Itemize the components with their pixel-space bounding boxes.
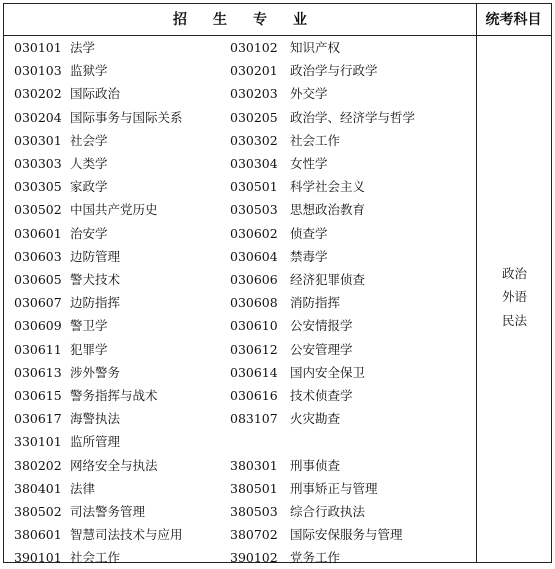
- major-code: 030102: [230, 40, 278, 55]
- major-name: 国际政治: [70, 86, 121, 102]
- major-name: 思想政治教育: [290, 202, 366, 218]
- major-code: 030603: [14, 248, 62, 264]
- major-code: 030305: [14, 179, 62, 195]
- table-row: [4, 175, 476, 198]
- exam-subject: 民法: [501, 312, 527, 328]
- major-code: 030101: [14, 40, 62, 55]
- major-code: 030615: [14, 388, 62, 403]
- major-code: 330101: [14, 434, 62, 450]
- major-code: 380401: [14, 480, 62, 496]
- major-name: 社会学: [70, 132, 108, 148]
- major-code: 380601: [14, 527, 62, 543]
- table-row: [4, 454, 476, 477]
- exam-subjects: [478, 262, 551, 332]
- table-row: [4, 198, 476, 221]
- major-code: 030605: [14, 272, 62, 287]
- table-row: [4, 245, 476, 268]
- major-name: 消防指挥: [290, 295, 341, 311]
- major-name: 政治学、经济学与哲学: [290, 109, 416, 125]
- major-name: 边防管理: [70, 248, 121, 264]
- major-name: 公安情报学: [290, 318, 353, 334]
- major-name: 犯罪学: [70, 341, 108, 357]
- table-row: [4, 268, 476, 291]
- major-code: 030502: [14, 202, 62, 218]
- major-code: 030103: [14, 63, 62, 79]
- major-code: 030201: [230, 63, 278, 79]
- major-code: 380202: [14, 457, 62, 473]
- major-code: 030202: [14, 86, 62, 102]
- exam-subject: 外语: [501, 289, 527, 305]
- major-code: 390102: [230, 550, 278, 566]
- major-name: 政治学与行政学: [290, 63, 378, 79]
- major-code: 030616: [230, 388, 278, 403]
- major-name: 公安管理学: [290, 341, 353, 357]
- major-name: 社会工作: [70, 550, 121, 566]
- major-name: 侦查学: [290, 225, 328, 241]
- major-code: 030614: [230, 364, 278, 380]
- major-name: 刑事侦查: [290, 457, 341, 473]
- table-row: [4, 500, 476, 523]
- majors-table: [3, 3, 552, 566]
- major-name: 法律: [70, 480, 96, 496]
- major-name: 女性学: [290, 156, 328, 171]
- major-name: 警犬技术: [70, 272, 121, 287]
- major-name: 警务指挥与战术: [70, 388, 158, 403]
- major-name: 社会工作: [290, 132, 341, 148]
- table-row: [4, 384, 476, 407]
- table-row: [4, 430, 476, 453]
- column-divider: [476, 4, 477, 562]
- table-row: [4, 291, 476, 314]
- major-name: 外交学: [290, 86, 328, 102]
- header-majors: 招生专业: [173, 12, 333, 28]
- major-code: 030611: [14, 341, 62, 357]
- table-row: [4, 361, 476, 384]
- major-code: 030205: [230, 109, 278, 125]
- table-row: [4, 407, 476, 430]
- major-code: 030606: [230, 272, 278, 287]
- major-code: 030301: [14, 132, 62, 148]
- major-name: 监狱学: [70, 63, 108, 79]
- major-code: 030613: [14, 364, 62, 380]
- major-name: 综合行政执法: [290, 504, 366, 519]
- major-code: 380501: [230, 480, 278, 496]
- table-row: [4, 129, 476, 152]
- table-row: [4, 82, 476, 105]
- major-code: 030303: [14, 156, 62, 171]
- major-name: 知识产权: [290, 40, 341, 55]
- major-code: 030604: [230, 248, 278, 264]
- major-name: 火灾勘查: [290, 411, 341, 427]
- major-code: 030609: [14, 318, 62, 334]
- major-code: 030608: [230, 295, 278, 311]
- major-code: 083107: [230, 411, 278, 427]
- major-name: 科学社会主义: [290, 179, 366, 195]
- major-name: 涉外警务: [70, 364, 121, 380]
- major-code: 030204: [14, 109, 62, 125]
- table-row: [4, 59, 476, 82]
- major-code: 380502: [14, 504, 62, 519]
- major-name: 海警执法: [70, 411, 121, 427]
- major-code: 030617: [14, 411, 62, 427]
- major-code: 380702: [230, 527, 278, 543]
- major-code: 030304: [230, 156, 278, 171]
- major-code: 030501: [230, 179, 278, 195]
- major-name: 国际事务与国际关系: [70, 109, 183, 125]
- major-code: 380301: [230, 457, 278, 473]
- table-row: [4, 152, 476, 175]
- table-row: [4, 523, 476, 546]
- exam-subject: 政治: [501, 266, 527, 281]
- major-code: 030503: [230, 202, 278, 218]
- header-subjects: 统考科目: [485, 12, 542, 28]
- major-name: 国际安保服务与管理: [290, 527, 403, 543]
- table-row: [4, 477, 476, 500]
- major-name: 边防指挥: [70, 295, 121, 311]
- major-name: 国内安全保卫: [290, 364, 366, 380]
- major-code: 030607: [14, 295, 62, 311]
- major-name: 法学: [70, 40, 96, 55]
- table-row: [4, 338, 476, 361]
- table-header: [4, 4, 551, 36]
- major-code: 030602: [230, 225, 278, 241]
- major-name: 经济犯罪侦查: [290, 272, 366, 287]
- major-name: 刑事矫正与管理: [290, 480, 378, 496]
- major-name: 技术侦查学: [290, 388, 353, 403]
- table-row: [4, 222, 476, 245]
- major-name: 禁毒学: [290, 248, 328, 264]
- table-row: [4, 36, 476, 59]
- major-name: 监所管理: [70, 434, 121, 450]
- major-name: 司法警务管理: [70, 504, 146, 519]
- major-name: 家政学: [70, 179, 108, 195]
- major-name: 党务工作: [290, 550, 341, 566]
- major-code: 390101: [14, 550, 62, 566]
- major-name: 网络安全与执法: [70, 457, 158, 473]
- major-name: 智慧司法技术与应用: [70, 527, 183, 543]
- major-code: 030601: [14, 225, 62, 241]
- major-code: 030612: [230, 341, 278, 357]
- major-code: 030302: [230, 132, 278, 148]
- table-row: [4, 314, 476, 337]
- major-name: 中国共产党历史: [70, 202, 158, 218]
- major-code: 030203: [230, 86, 278, 102]
- table-row: [4, 106, 476, 129]
- major-code: 380503: [230, 504, 278, 519]
- major-name: 警卫学: [70, 318, 108, 334]
- major-name: 人类学: [70, 156, 108, 171]
- major-name: 治安学: [70, 225, 108, 241]
- major-code: 030610: [230, 318, 278, 334]
